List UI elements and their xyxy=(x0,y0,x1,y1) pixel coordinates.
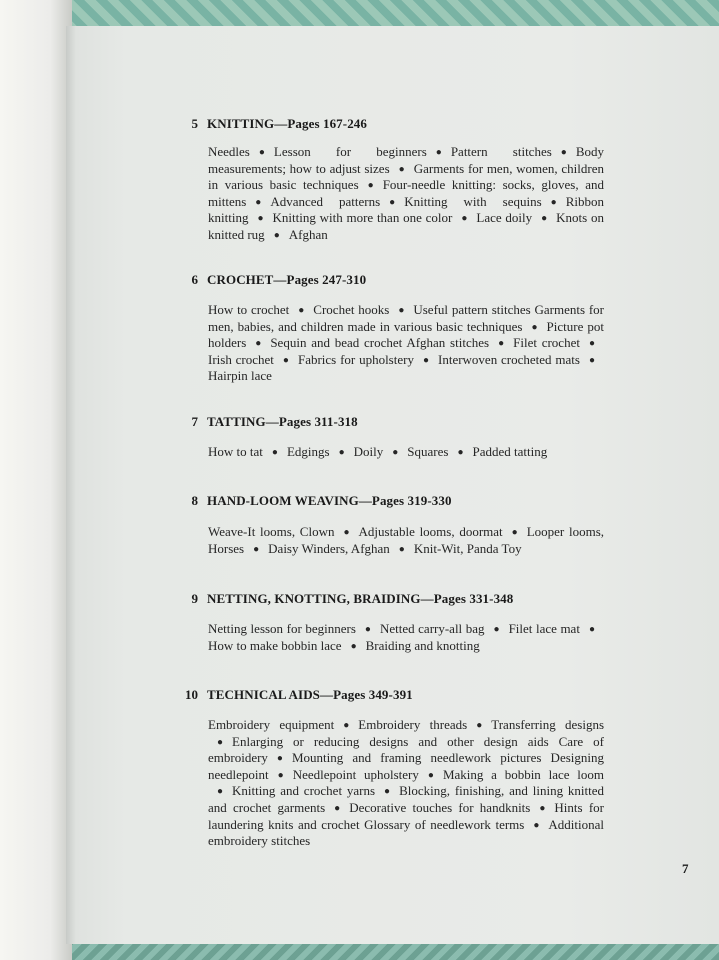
section-item: Knitting and crochet yarns xyxy=(232,783,376,799)
bullet-separator: ● xyxy=(384,786,391,798)
bullet-separator: ● xyxy=(257,213,264,225)
bullet-separator: ● xyxy=(476,720,483,731)
bullet-separator: ● xyxy=(498,338,505,350)
bullet-separator: ● xyxy=(493,624,500,635)
section-items xyxy=(208,302,604,384)
left-page-edge xyxy=(0,0,72,960)
section-item: Doily xyxy=(353,444,384,459)
section-title: KNITTING—Pages 167-246 xyxy=(207,116,368,131)
bullet-separator: ● xyxy=(273,229,280,241)
bullet-separator: ● xyxy=(276,753,283,765)
section-item: Lesson for beginners xyxy=(273,144,427,159)
section-item: Picture pot holders xyxy=(208,318,605,351)
section-title: CROCHET—Pages 247-310 xyxy=(207,272,367,287)
section-items xyxy=(208,717,604,849)
section-title: TECHNICAL AIDS—Pages 349-391 xyxy=(207,687,413,702)
bullet-separator: ● xyxy=(258,147,265,158)
section-number: 10 xyxy=(185,687,198,702)
bullet-separator: ● xyxy=(457,447,464,458)
bullet-separator: ● xyxy=(367,180,374,192)
bullet-separator: ● xyxy=(560,147,567,158)
section-item: Lace doily xyxy=(476,210,533,226)
section-item: Four-needle knitting: socks, gloves, and mittens xyxy=(208,177,604,209)
section-item: Daisy Winders, Afghan xyxy=(268,540,390,556)
section-items xyxy=(208,444,604,461)
bullet-separator: ● xyxy=(255,338,262,350)
section-item: Fabrics for upholstery xyxy=(297,351,414,367)
bullet-separator: ● xyxy=(398,543,405,555)
section-item: Netting lesson for beginners xyxy=(208,621,356,636)
bullet-separator: ● xyxy=(253,543,260,555)
section-item: Filet crochet xyxy=(513,335,580,351)
section-item: Garments for men, women, children in various basic techniques xyxy=(208,160,604,193)
section-item: Making a bobbin lace loom xyxy=(442,766,604,782)
section-item: Knitting with more than one color xyxy=(272,210,453,226)
section-item: Additional embroidery stitches xyxy=(208,816,604,849)
section-title: HAND-LOOM WEAVING—Pages 319-330 xyxy=(207,493,452,508)
section-number: 8 xyxy=(191,493,198,508)
section-item: Filet lace mat xyxy=(508,621,580,636)
bullet-separator: ● xyxy=(217,736,224,748)
section-item: Hints for laundering knits and crochet Glossary of needlework terms xyxy=(208,799,604,832)
book-page xyxy=(66,26,719,944)
section-item: Ribbon knitting xyxy=(208,193,604,226)
section-item: Hairpin lace xyxy=(208,368,272,384)
bullet-separator: ● xyxy=(539,802,546,814)
section-item: Body measurements; how to adjust sizes xyxy=(208,144,604,176)
bullet-separator: ● xyxy=(541,213,548,225)
section-item: Knots on knitted rug xyxy=(208,210,604,242)
section-item: Squares xyxy=(407,444,449,459)
bullet-separator: ● xyxy=(588,338,596,350)
bullet-separator: ● xyxy=(298,305,305,316)
section-item: Useful pattern stitches Garments for men, babies, and children made in various basic techniques xyxy=(208,302,604,334)
section-number: 6 xyxy=(191,272,198,287)
bullet-separator: ● xyxy=(343,720,350,731)
bullet-separator: ● xyxy=(461,213,468,225)
section-item: How to tat xyxy=(208,444,263,459)
section-item: Transferring designs xyxy=(491,717,605,732)
bullet-separator: ● xyxy=(271,447,278,458)
section-item: Adjustable looms, doormat xyxy=(358,524,503,539)
section-item: Weave-It looms, Clown xyxy=(208,524,335,539)
section-number: 9 xyxy=(191,591,198,606)
bullet-separator: ● xyxy=(277,769,284,781)
bullet-separator: ● xyxy=(334,802,341,814)
bullet-separator: ● xyxy=(422,354,429,366)
bullet-separator: ● xyxy=(398,163,405,175)
section-item: Netted carry-all bag xyxy=(379,621,485,636)
bullet-separator: ● xyxy=(533,819,540,831)
section-item: Braiding and knotting xyxy=(365,637,480,653)
section-item: Padded tatting xyxy=(472,444,548,459)
section-items xyxy=(208,524,604,557)
bullet-separator: ● xyxy=(217,786,224,798)
section-item: Decorative touches for handknits xyxy=(349,799,531,815)
section-item: Knitting with sequins xyxy=(404,193,542,209)
bullet-separator: ● xyxy=(343,527,350,538)
section-items xyxy=(208,621,604,654)
section-item: Embroidery threads xyxy=(358,717,468,732)
section-item: How to make bobbin lace xyxy=(208,637,342,653)
section-item: Blocking, finishing, and lining knitted and crochet garments xyxy=(208,783,604,815)
bullet-separator: ● xyxy=(427,769,434,781)
bullet-separator: ● xyxy=(588,624,595,635)
bullet-separator: ● xyxy=(511,527,518,538)
section-title: TATTING—Pages 311-318 xyxy=(207,414,358,429)
section-items xyxy=(208,144,604,244)
bullet-separator: ● xyxy=(550,196,557,208)
page-number: 7 xyxy=(682,861,689,876)
section-item: Needles xyxy=(208,144,250,159)
bullet-separator: ● xyxy=(435,147,442,158)
bullet-separator: ● xyxy=(350,640,357,652)
section-item: Mounting and framing needlework pictures Designing needlepoint xyxy=(208,750,604,782)
section-item: Knit-Wit, Panda Toy xyxy=(413,540,522,556)
bullet-separator: ● xyxy=(392,447,399,458)
section-item: Enlarging or reducing designs and other design aids Care of embroidery xyxy=(208,733,604,766)
bullet-separator: ● xyxy=(338,447,345,458)
bullet-separator: ● xyxy=(364,624,371,635)
section-item: Embroidery equipment xyxy=(208,717,335,732)
bullet-separator: ● xyxy=(398,305,405,316)
section-item: Looper looms, Horses xyxy=(208,524,605,556)
section-item: Needlepoint upholstery xyxy=(292,766,419,782)
section-item: Irish crochet xyxy=(208,351,274,367)
section-number: 7 xyxy=(191,414,198,429)
section-item: Sequin and bead crochet Afghan stitches xyxy=(270,335,490,351)
bullet-separator: ● xyxy=(255,196,262,208)
section-title: NETTING, KNOTTING, BRAIDING—Pages 331-348 xyxy=(207,591,514,606)
bullet-separator: ● xyxy=(389,196,396,208)
bullet-separator: ● xyxy=(282,354,289,366)
section-item: Crochet hooks xyxy=(313,302,390,317)
bullet-separator: ● xyxy=(531,321,538,333)
section-item: Advanced patterns xyxy=(270,193,381,209)
section-item: Edgings xyxy=(286,444,330,459)
section-item: Interwoven crocheted mats xyxy=(438,351,580,367)
section-number: 5 xyxy=(191,116,198,131)
section-item: Pattern stitches xyxy=(450,144,552,159)
section-item: Afghan xyxy=(288,226,328,242)
bullet-separator: ● xyxy=(588,354,595,366)
section-item: How to crochet xyxy=(208,302,290,317)
